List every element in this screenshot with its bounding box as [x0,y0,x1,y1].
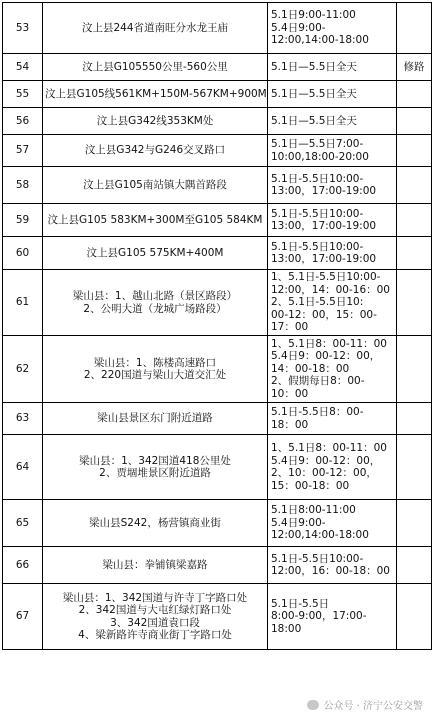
location-line: 汶上县G342线353KM处 [96,114,214,127]
wechat-icon [307,700,319,710]
time-line: 1、5.1日8：00-11：00 [271,337,387,350]
location-line: 梁山县景区东门附近道路 [97,412,213,425]
location-cell [43,547,268,584]
note-cell [397,3,432,54]
note-cell [397,435,432,500]
watermark [307,697,423,712]
time-line: 5.4日9：00-12：00， [271,454,381,467]
note-cell [397,108,432,135]
time-line: 5.1日8:00-11:00 [271,504,356,517]
note-cell [397,135,432,167]
time-line: 10:00,18:00-20:00 [271,150,369,163]
location-cell [43,135,268,167]
time-line: 12:00，14：00-16：00 [271,283,390,296]
time-line: 12:00,14:00-18:00 [271,34,369,47]
time-line: 5.1日-5.5日10:00- [271,552,364,565]
row-number: 66 [3,547,43,584]
note-cell: 修路 [397,54,432,81]
note-cell [397,204,432,237]
time-line: 1、5.1日-5.5日10:00- [271,271,381,284]
time-cell [268,237,397,270]
location-cell [43,584,268,650]
time-line: 13:00，17:00-19:00 [271,253,377,265]
location-cell [43,500,268,547]
location-cell [43,435,268,500]
row-number: 53 [3,3,43,54]
time-line: 8:00-9:00，17:00- [271,610,367,623]
table-row [3,500,432,547]
time-line: 2、5.1日-5.5日10: [271,296,364,309]
location-cell [43,237,268,270]
table-row [3,270,432,336]
table-row [3,81,432,108]
table-row [3,135,432,167]
time-cell [268,108,397,135]
location-line: 汶上县G342与G246交叉路口 [84,144,226,157]
time-line: 18:00 [271,622,302,635]
note-cell [397,237,432,270]
time-cell [268,54,397,81]
location-line: 2、贾堌堆景区附近道路 [99,467,211,479]
row-number: 56 [3,108,43,135]
row-number: 62 [3,336,43,403]
table-row [3,54,432,81]
time-line: 5.1日-5.5日 [271,597,330,610]
time-cell [268,81,397,108]
location-line: 汶上县G105线561KM+150M-567KM+900M [45,87,267,100]
time-line: 18：00 [271,418,309,431]
time-line: 12:00,14:00-18:00 [271,529,369,542]
time-line: 13:00，17:00-19:00 [271,220,377,232]
row-number: 58 [3,167,43,204]
time-line: 2、假期每日8：00- [271,375,365,388]
time-cell [268,167,397,204]
time-cell [268,547,397,584]
time-line: 5.4日9:00- [271,21,326,34]
location-cell [43,336,268,403]
table-row [3,403,432,435]
note-cell [397,500,432,547]
location-cell [43,81,268,108]
location-line: 汶上县G105 575KM+400M [86,246,224,259]
location-line: 4、梁新路许寺商业街丁字路口处 [78,629,232,641]
time-cell [268,500,397,547]
time-cell [268,403,397,435]
location-cell [43,108,268,135]
time-cell [268,3,397,54]
time-line: 5.1日-5.5日10:00- [271,240,364,253]
row-number: 54 [3,54,43,81]
location-cell [43,270,268,336]
note-cell [397,336,432,403]
table-row [3,336,432,403]
location-cell [43,3,268,54]
closure-table [2,2,432,650]
row-number: 67 [3,584,43,650]
location-cell [43,167,268,204]
note-cell [397,81,432,108]
time-cell [268,584,397,650]
location-line: 汶上县G105550公里-560公里 [82,60,228,73]
row-number: 57 [3,135,43,167]
time-cell [268,135,397,167]
table-row [3,167,432,204]
location-line: 梁山县：1、越山北路（景区路段） [72,290,238,302]
time-line: 13:00，17:00-19:00 [271,185,377,197]
location-line: 梁山县：1、陈楼高速路口 [93,356,217,369]
table-row [3,435,432,500]
note-cell [397,584,432,650]
row-number: 59 [3,204,43,237]
location-line: 3、342国道袁口段 [110,616,200,629]
row-number: 60 [3,237,43,270]
time-line: 5.1日-5.5日8：00- [271,406,364,418]
time-line: 15：00-18：00 [271,479,350,492]
time-cell [268,204,397,237]
row-number: 55 [3,81,43,108]
time-cell [268,336,397,403]
note-cell [397,167,432,204]
time-line: 5.1日—5.5日全天 [271,114,357,127]
note-cell [397,270,432,336]
location-cell [43,204,268,237]
time-line: 1、5.1日8：00-11：00 [271,442,387,454]
location-line: 梁山县：1、342国道与许寺丁字路口处 [62,591,248,604]
location-cell [43,403,268,435]
time-line: 5.4日9:00- [271,516,326,529]
location-line: 梁山县：拳铺镇梁嘉路 [102,558,208,571]
time-line: 14：00-18：00 [271,362,350,375]
time-line: 5.1日—5.5日全天 [271,87,357,100]
time-line: 2、10：00-12：00， [271,467,377,479]
location-line: 梁山县：1、342国道418公里处 [79,454,231,467]
time-line: 00-12：00，15：00- [271,308,377,321]
table-row [3,204,432,237]
row-number: 65 [3,500,43,547]
time-line: 5.1日—5.5日7:00- [271,138,364,150]
location-line: 汶上县244省道南旺分水龙王庙 [81,21,229,34]
location-line: 2、公明大道（龙城广场路段） [83,302,227,315]
time-line: 5.1日—5.5日全天 [271,60,357,73]
time-cell [268,270,397,336]
table-row [3,108,432,135]
location-cell [43,54,268,81]
note-cell [397,547,432,584]
location-line: 梁山县S242，杨营镇商业街 [89,516,221,529]
note-cell [397,403,432,435]
table-row [3,3,432,54]
time-line: 17：00 [271,321,309,334]
time-line: 5.1日9:00-11:00 [271,9,356,22]
location-line: 汶上县G105 583KM+300M至G105 584KM [47,213,263,226]
location-line: 2、220国道与梁山大道交汇处 [83,369,227,381]
location-line: 汶上县G105南站镇大隅首路段 [83,178,227,191]
time-cell [268,435,397,500]
watermark-text: 公众号 · 济宁公安交警 [323,701,423,712]
time-line: 12:00，16：00-18：00 [271,565,390,577]
time-line: 5.4日9：00-12：00， [271,350,381,363]
table-row [3,547,432,584]
location-line: 2、342国道与大屯红绿灯路口处 [78,604,232,616]
row-number: 63 [3,403,43,435]
time-line: 5.1日-5.5日10:00- [271,207,364,220]
time-line: 5.1日-5.5日10:00- [271,172,364,185]
time-line: 10：00 [271,387,309,400]
row-number: 64 [3,435,43,500]
row-number: 61 [3,270,43,336]
table-row [3,584,432,650]
table-row [3,237,432,270]
